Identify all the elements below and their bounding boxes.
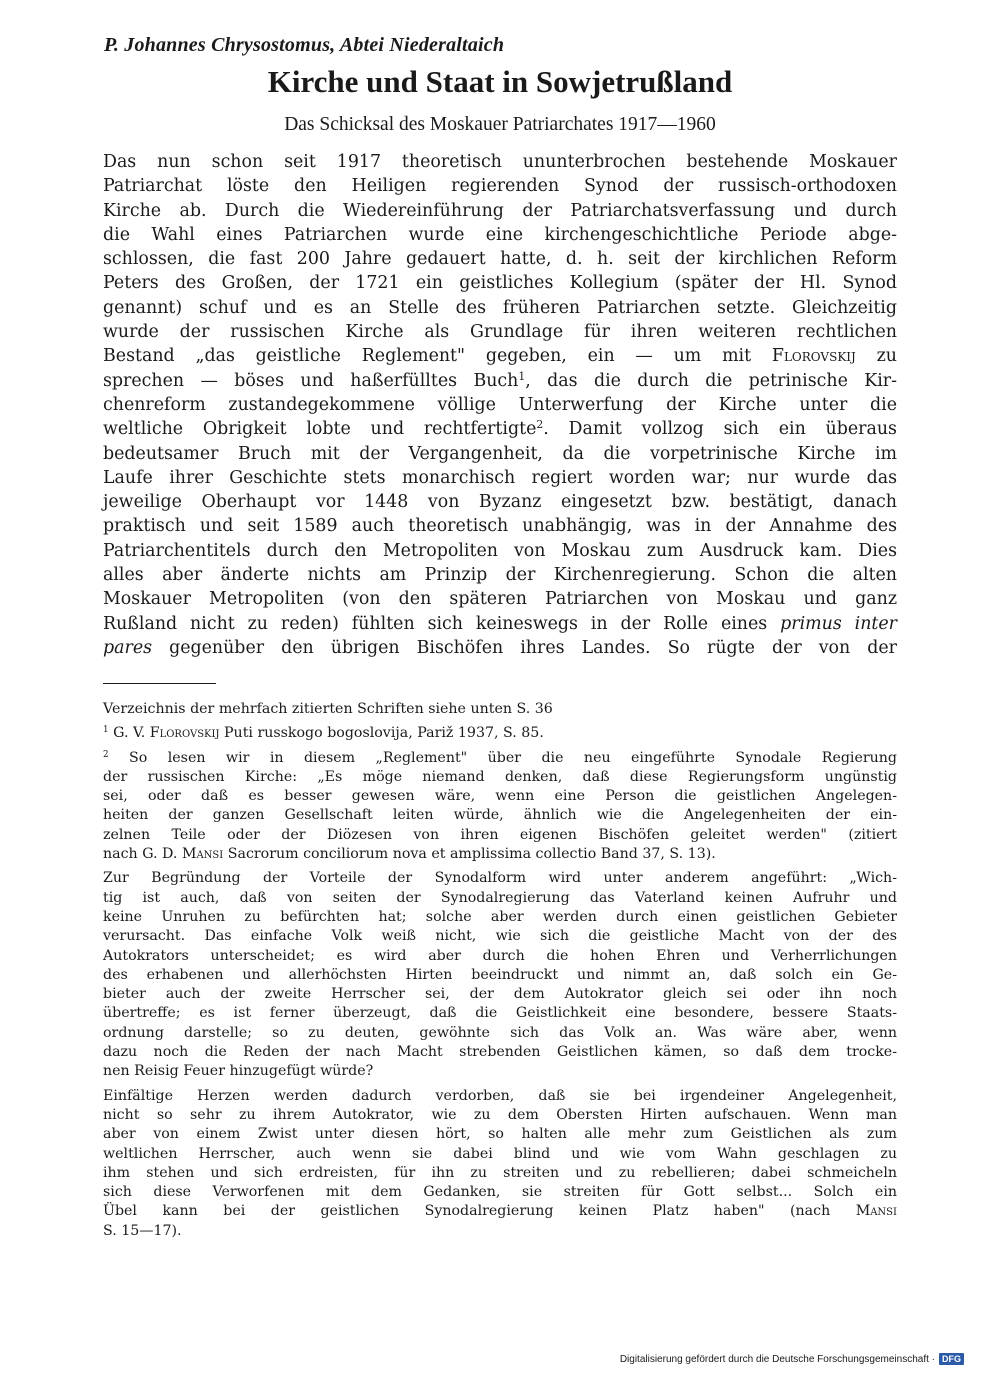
text-fragment: So lesen wir in diesem „Reglement" über die neu eingeführte Synodale Regierung [108,749,897,766]
footnotes [103,700,897,1246]
text-line: Peters des Großen, der 1721 ein geistliches Kollegium (später der Hl. Synod [103,273,897,294]
footnote-line: sich diese Verworfenen mit dem Gedanken, sie streiten für Gott selbst... Solch ein [103,1184,897,1201]
text-line: schlossen, die fast 200 Jahre gedauert hatte, d. h. seit der kirchlichen Reform [103,249,897,270]
author-name: Florovskij [149,725,220,742]
footnote-line: bieter auch der zweite Herrscher sei, der dem Autokrator gleich sei oder ihn noch [103,986,897,1003]
footnote-line: zelnen Teile oder der Diözesen von ihren eigenen Bischöfen geleitet werden" (zitiert [103,826,897,843]
footnote-ref-2[interactable]: 2 [536,418,544,432]
text-fragment: Übel kann bei der geistlichen Synodalregierung keinen Platz haben" (nach [103,1203,856,1220]
text-line: genannt) schuf und es an Stelle des früheren Patriarchen setzte. Gleichzeitig [103,297,897,318]
footnote-ref-1[interactable]: 1 [518,369,526,383]
author-line: P. Johannes Chrysostomus, Abtei Niederaltaich [104,34,505,56]
footnote-line: Einfältige Herzen werden dadurch verdorben, daß sie bei irgendeiner Angelegenheit, [103,1087,897,1104]
text-fragment: Sacrorum conciliorum nova et amplissima collectio Band 37, S. 13). [223,846,716,863]
footnote-line: ihm stehen und sich erdreisten, für ihn zu streiten und zu rebellieren; dabei schmeicheln [103,1164,897,1181]
text-line: Moskauer Metropoliten (von den späteren Patriarchen von Moskau und ganz [103,589,897,610]
footnote-line: aber von einem Zwist unter diesen hört, so halten alle mehr zum Geistlichen als zum [103,1126,897,1143]
author-name: Mansi [181,846,224,863]
footnote-intro: Verzeichnis der mehrfach zitierten Schriften siehe unten S. 36 [103,701,553,717]
text-fragment: . Damit vollzog sich ein überaus [543,419,897,440]
footnote-line: sei, oder daß es besser gewesen wäre, wenn eine Person die geistlichen Angelegen- [103,788,897,805]
footnote-line: keine Unruhen zu befürchten hat; solche aber werden durch einen geistlichen Gebieter [103,908,897,925]
text-line: alles aber änderte nichts am Prinzip der Kirchenregierung. Schon die alten [103,565,897,586]
text-fragment: weltliche Obrigkeit lobte und rechtfertigte [103,419,537,440]
text-line: jeweilige Oberhaupt vor 1448 von Byzanz eingesetzt bzw. bestätigt, danach [103,492,897,513]
footnote-line: tig ist auch, daß von seiten der Synodalregierung das Vaterland keinen Aufruhr und [103,889,897,906]
footnote-line: Autokrators unterscheidet; es wird aber durch die hohen Ehren und Verherrlichungen [103,947,897,964]
text-line: chenreform zustandegekommene völlige Unterwerfung der Kirche unter die [103,394,897,415]
text-line: bedeutsamer Bruch mit der Vergangenheit, da die vorpetrinische Kirche im [103,443,897,464]
footnote-line: nen Reisig Feuer hinzugefügt würde? [103,1063,374,1080]
latin-phrase: pares [103,637,153,658]
footnote-line: übertreffe; es ist ferner überzeugt, daß die Geistlichkeit eine besondere, bessere Staats- [103,1005,897,1022]
text-line: Patriarchentitels durch den Metropoliten von Moskau zum Ausdruck kam. Dies [103,540,897,561]
footnote-line: des erhabenen und allerhöchsten Hirten beeindruckt und nimmt an, daß solch ein Ge- [103,966,897,983]
main-text [103,150,897,660]
text-line [103,369,897,393]
text-fragment: Rußland nicht zu reden) fühlten sich keineswegs in der Rolle eines [103,613,781,634]
footnote-2-cont [103,869,897,1081]
footnote-2 [103,749,897,865]
text-line: praktisch und seit 1589 auch theoretisch unabhängig, was in der Annahme des [103,516,897,537]
article-subtitle: Das Schicksal des Moskauer Patriarchates 1917—1960 [284,114,716,135]
footnote-divider [103,683,216,684]
text-line: Kirche ab. Durch die Wiedereinführung der Patriarchatsverfassung und durch [103,200,897,221]
text-line: wurde der russischen Kirche als Grundlage für ihren weiteren rechtlichen [103,322,897,343]
text-line: Patriarchat löste den Heiligen regierenden Synod der russisch-orthodoxen [103,176,897,197]
text-fragment: gegenüber den übrigen Bischöfen ihres Landes. So rügte der von der [152,637,897,658]
footnote-line: dazu noch die Reden der nach Macht strebenden Geistlichen kämen, so daß dem trocke- [103,1044,897,1061]
credit-text: Digitalisierung gefördert durch die Deutsche Forschungsgemeinschaft · [619,1353,935,1365]
text-fragment: zu [855,346,897,367]
footnote-mark: 2 [103,749,109,760]
text-line: Das nun schon seit 1917 theoretisch ununterbrochen bestehende Moskauer [103,152,897,172]
footnote-line: heiten der ganzen Gesellschaft leiten würde, ähnlich wie die Angelegenheiten der ein- [103,807,897,824]
footnote-line [103,1202,897,1221]
article-title: Kirche und Staat in Sowjetrußland [267,64,733,99]
text-line: Laufe ihrer Geschichte stets monarchisch regiert worden war; nur wurde das [103,467,897,488]
footnote-line: verursacht. Das einfache Volk weiß nicht, wie sich die geistliche Macht von der des [103,928,897,945]
digitization-credit [620,1353,964,1365]
text-fragment: Puti russkogo bogoslovija, Pariž 1937, S. 85. [219,725,544,742]
footnote-line [103,845,897,864]
text-line [103,612,897,636]
text-line [103,636,897,660]
footnote-line: S. 15—17). [103,1222,182,1239]
author-name: Mansi [855,1203,897,1220]
text-fragment: , das die durch die petrinische Kir- [525,370,897,391]
footnote-mark: 1 [103,725,109,736]
footnote-line: Zur Begründung der Vorteile der Synodalform wird unter anderem angeführt: „Wich- [103,870,897,887]
text-fragment: Bestand „das geistliche Reglement" gegeben, ein — um mit [103,346,772,367]
footnote-line: weltlichen Herrscher, auch wenn sie dabei blind und wie vom Wahn geschlagen zu [103,1145,897,1162]
author-name: Florovskij [771,346,856,367]
text-line [103,344,897,368]
text-fragment: G. V. [108,725,150,742]
text-line [103,417,897,441]
footnote-line: nicht so sehr zu ihrem Autokrator, wie zu dem Obersten Hirten aufschauen. Wenn man [103,1106,897,1123]
text-fragment: nach G. D. [103,846,182,863]
text-fragment: sprechen — böses und haßerfülltes Buch [103,370,519,391]
footnote-line: ordnung darstelle; so zu deuten, gewöhnte sich das Volk an. Was wäre aber, wenn [103,1024,897,1041]
footnote-line [103,749,897,768]
footnote-line: der russischen Kirche: „Es möge niemand denken, daß diese Regierungsform ungünstig [103,768,897,785]
footnote-2-cont [103,1087,897,1241]
latin-phrase: primus inter [780,613,897,634]
dfg-logo-icon[interactable]: DFG [939,1353,964,1365]
text-line: die Wahl eines Patriarchen wurde eine kirchengeschichtliche Periode abge- [103,224,897,245]
footnote-1 [103,724,897,743]
